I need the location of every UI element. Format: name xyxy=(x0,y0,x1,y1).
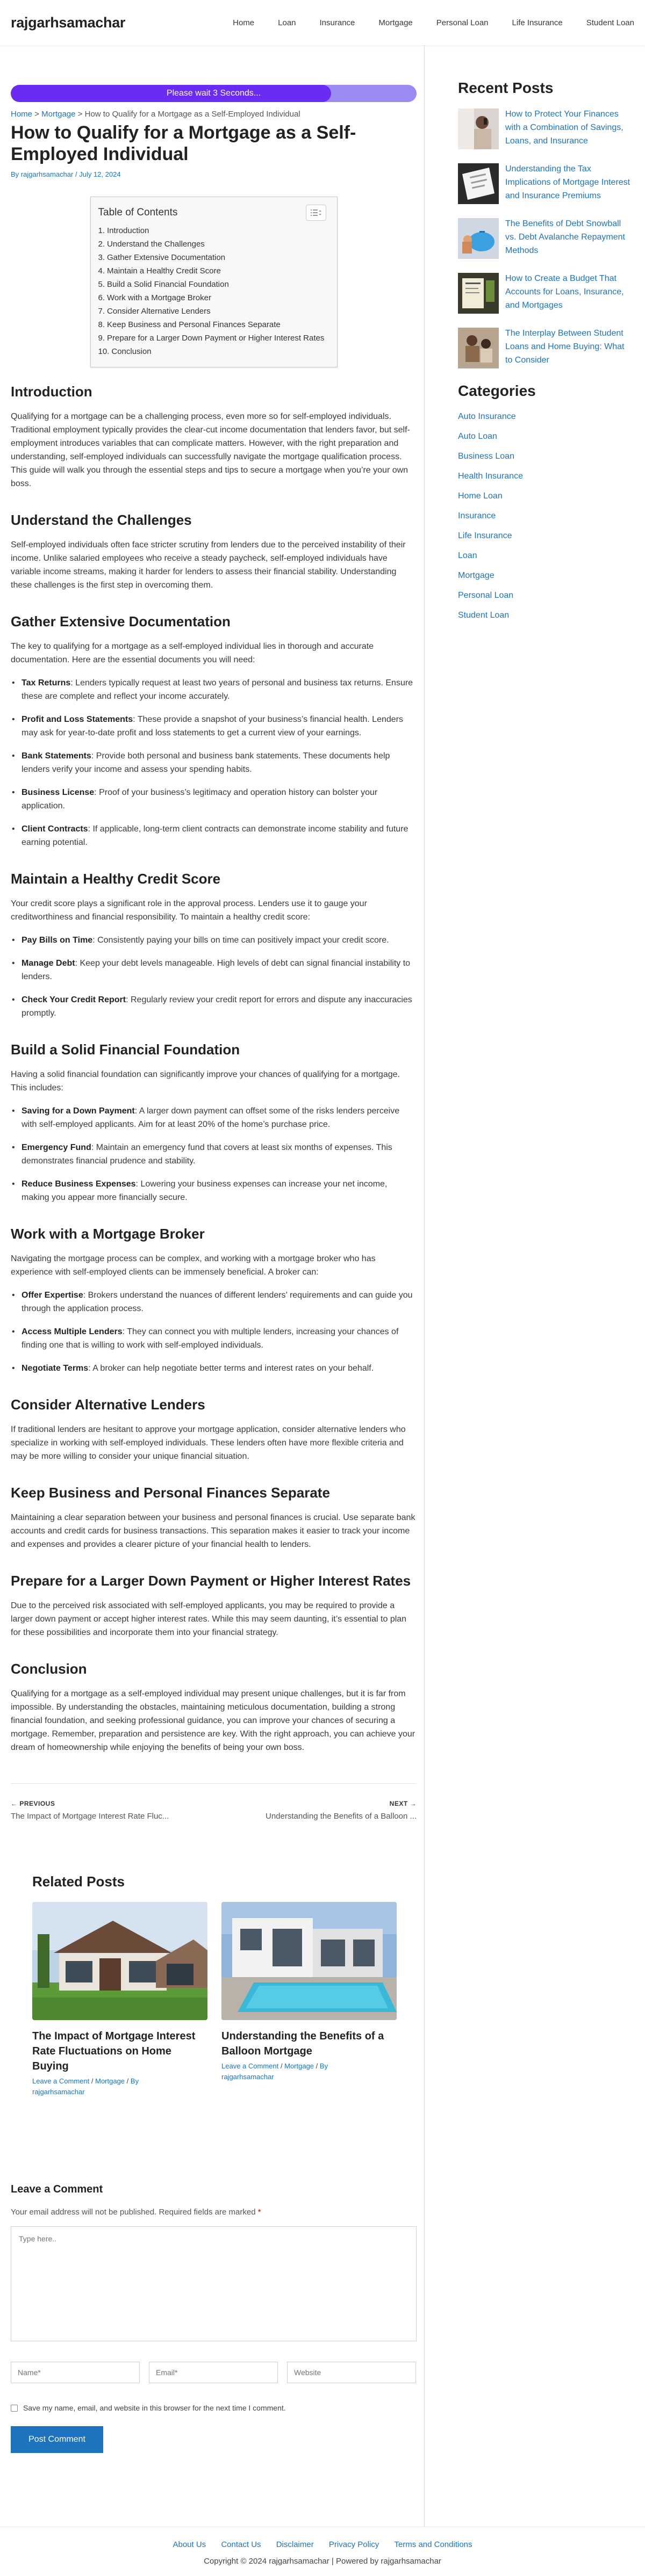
consent-label: Save my name, email, and website in this browser for the next time I comment. xyxy=(23,2404,286,2412)
section-heading-introduction: Introduction xyxy=(11,383,92,400)
toc-num: 5. xyxy=(98,280,105,289)
comment-link[interactable]: Leave a Comment xyxy=(32,2077,90,2085)
post-meta xyxy=(11,170,417,178)
categories-heading: Categories xyxy=(458,382,536,399)
toc-item[interactable] xyxy=(98,278,326,291)
recent-post-link[interactable]: The Interplay Between Student Loans and Home Buying: What to Consider xyxy=(505,329,625,365)
list-term: Bank Statements xyxy=(22,751,91,761)
bullet-list xyxy=(11,1289,417,1375)
website-field[interactable] xyxy=(287,2362,416,2383)
section-heading-separate: Keep Business and Personal Finances Separate xyxy=(11,1485,330,1501)
toc-link[interactable]: Introduction xyxy=(107,226,149,235)
toc-item[interactable] xyxy=(98,224,326,237)
list-term: Pay Bills on Time xyxy=(22,936,93,945)
toc-item[interactable] xyxy=(98,331,326,345)
consent-row[interactable] xyxy=(11,2404,417,2412)
pool-house-photo-icon xyxy=(221,1902,397,2020)
toc-item[interactable] xyxy=(98,291,326,305)
main-nav xyxy=(209,18,634,27)
previous-label: ← PREVIOUS xyxy=(11,1800,55,1807)
category-personal-loan[interactable]: Personal Loan xyxy=(458,591,514,600)
breadcrumb xyxy=(11,110,417,119)
list-text: : Consistently paying your bills on time can positively impact your credit score. xyxy=(92,936,389,945)
toc-toggle-button[interactable] xyxy=(306,205,326,221)
comment-form xyxy=(11,2183,417,2453)
site-footer xyxy=(0,2527,645,2576)
list-text: : A larger down payment can offset some of the risks lenders perceive with self-employed applicants. Aim for at least 20% of the home’s purchase price. xyxy=(22,1106,400,1129)
section-heading-challenges: Understand the Challenges xyxy=(11,512,192,528)
category-mortgage[interactable]: Mortgage xyxy=(458,571,494,580)
paragraph: Your credit score plays a significant role in the approval process. Lenders use it to gauge your creditworthiness and financial responsibility. To maintain a healthy credit score: xyxy=(11,899,367,922)
category-link[interactable]: Mortgage xyxy=(284,2062,314,2070)
list-text: : Keep your debt levels manageable. High levels of debt can signal financial instability to lenders. xyxy=(22,959,411,981)
list-item xyxy=(20,713,417,740)
toc-title: Table of Contents xyxy=(98,207,178,218)
breadcrumb-home[interactable]: Home xyxy=(11,110,33,119)
related-post-image-pool-house[interactable] xyxy=(221,1902,397,2020)
author-link[interactable]: rajgarhsamachar xyxy=(221,2073,274,2081)
recent-post-link[interactable]: How to Create a Budget That Accounts for Loans, Insurance, and Mortgages xyxy=(505,274,624,310)
recent-posts-heading: Recent Posts xyxy=(458,79,554,96)
nav-life-insurance[interactable]: Life Insurance xyxy=(512,18,563,27)
author-link[interactable]: rajgarhsamachar xyxy=(20,170,74,178)
recent-post-thumb[interactable] xyxy=(458,273,499,314)
recent-post xyxy=(458,273,631,314)
recent-post-thumb[interactable] xyxy=(458,108,499,149)
post-comment-button[interactable]: Post Comment xyxy=(11,2426,103,2453)
toc-item[interactable] xyxy=(98,237,326,251)
related-posts xyxy=(11,1848,417,2097)
toc-link[interactable]: Gather Extensive Documentation xyxy=(107,253,226,262)
related-grid xyxy=(32,1902,395,2097)
recent-post xyxy=(458,328,631,368)
paragraph: Self-employed individuals often face stricter scrutiny from lenders due to the perceived instability of their income. Unlike salaried employees who receive a steady paycheck, self-employed individuals have variable income streams, making it harder for lenders to assess their financial stability. Understanding these challenges is the first step in overcoming them. xyxy=(11,540,406,590)
recent-post-thumb[interactable] xyxy=(458,328,499,368)
recent-post-link[interactable]: Understanding the Tax Implications of Mortgage Interest and Insurance Premiums xyxy=(505,164,630,200)
list-item xyxy=(20,749,417,776)
consent-checkbox[interactable] xyxy=(11,2405,18,2412)
by-label: By xyxy=(130,2077,139,2085)
name-field[interactable] xyxy=(11,2362,140,2383)
list-text: : Proof of your business’s legitimacy and operation history can bolster your application. xyxy=(22,788,378,811)
house-photo-icon xyxy=(32,1902,207,2020)
paragraph: Maintaining a clear separation between your business and personal finances is crucial. Use separate bank accounts and credit cards for business transactions. This separation makes it easier to track your income and expenses and provides a clearer picture of your financial health to lenders. xyxy=(11,1513,415,1549)
by-label: By xyxy=(11,170,19,178)
nav-home[interactable]: Home xyxy=(233,18,255,27)
page-container xyxy=(0,45,645,2527)
category-auto-loan[interactable]: Auto Loan xyxy=(458,432,497,441)
toc-header xyxy=(98,205,326,221)
post-date: July 12, 2024 xyxy=(79,170,121,178)
related-post-image-house[interactable] xyxy=(32,1902,207,2020)
footer-links xyxy=(0,2540,645,2549)
progress-text: Please wait 3 Seconds... xyxy=(166,89,261,98)
list-term: Tax Returns xyxy=(22,678,71,688)
page-title: How to Qualify for a Mortgage as a Self-Employed Individual xyxy=(11,122,356,164)
bullet-list xyxy=(11,934,417,1020)
recent-post xyxy=(458,163,631,204)
nav-loan[interactable]: Loan xyxy=(278,18,296,27)
budget-notebook-photo-icon xyxy=(458,273,499,314)
toc-item[interactable] xyxy=(98,251,326,264)
list-item xyxy=(20,676,417,703)
comment-fields xyxy=(11,2362,417,2383)
list-item xyxy=(20,1177,417,1204)
nav-student-loan[interactable]: Student Loan xyxy=(586,18,634,27)
by-label: By xyxy=(319,2062,328,2070)
meta-sep: / xyxy=(126,2077,129,2085)
paragraph: Due to the perceived risk associated with self-employed applicants, you may be required to provide a larger down payment or accept higher interest rates. While this may seem daunting, it’s essential to plan for these possibilities and incorporate them into your financial strategy. xyxy=(11,1601,407,1637)
paragraph: The key to qualifying for a mortgage as a self-employed individual lies in thorough and accurate documentation. Here are the essential documents you will need: xyxy=(11,642,374,664)
category-loan[interactable]: Loan xyxy=(458,551,477,560)
list-text: : If applicable, long-term client contracts can demonstrate income stability and future earning potential. xyxy=(22,824,408,847)
category-life-insurance[interactable]: Life Insurance xyxy=(458,531,512,540)
email-field[interactable] xyxy=(149,2362,278,2383)
tax-documents-photo-icon xyxy=(458,163,499,204)
section-heading-conclusion: Conclusion xyxy=(11,1661,87,1677)
list-text: : Brokers understand the nuances of different lenders’ requirements and can guide you through the application process. xyxy=(22,1291,413,1313)
list-item xyxy=(20,786,417,813)
footer-terms[interactable]: Terms and Conditions xyxy=(394,2540,472,2549)
nav-personal-loan[interactable]: Personal Loan xyxy=(436,18,489,27)
student-home-photo-icon xyxy=(458,328,499,368)
list-term: Offer Expertise xyxy=(22,1291,83,1300)
next-post[interactable] xyxy=(222,1800,417,1848)
related-post-meta xyxy=(221,2061,397,2082)
section-heading-credit: Maintain a Healthy Credit Score xyxy=(11,871,221,887)
list-text: : They can connect you with multiple lenders, increasing your chances of finding one that is willing to work with self-employed individuals. xyxy=(22,1327,399,1350)
toc-num: 9. xyxy=(98,334,105,343)
list-item xyxy=(20,1289,417,1315)
toc-num: 2. xyxy=(98,240,105,249)
meta-sep: / xyxy=(91,2077,94,2085)
recent-post-thumb[interactable] xyxy=(458,163,499,204)
list-term: Emergency Fund xyxy=(22,1143,91,1152)
comment-link[interactable]: Leave a Comment xyxy=(221,2062,279,2070)
wait-progress-bar xyxy=(11,85,417,102)
list-item xyxy=(20,993,417,1020)
breadcrumb-current: How to Qualify for a Mortgage as a Self-Employed Individual xyxy=(84,110,300,119)
category-home-loan[interactable]: Home Loan xyxy=(458,491,503,501)
previous-post[interactable] xyxy=(11,1800,205,1848)
bullet-list xyxy=(11,676,417,849)
list-item xyxy=(20,934,417,947)
comment-note xyxy=(11,2208,417,2217)
list-term: Check Your Credit Report xyxy=(22,995,126,1004)
footer-contact-us[interactable]: Contact Us xyxy=(221,2540,261,2549)
list-text: : Regularly review your credit report for errors and dispute any inaccuracies promptly. xyxy=(22,995,412,1018)
recent-post-link[interactable]: The Benefits of Debt Snowball vs. Debt Avalanche Repayment Methods xyxy=(505,219,625,255)
section-heading-documentation: Gather Extensive Documentation xyxy=(11,613,231,629)
previous-post-link[interactable]: The Impact of Mortgage Interest Rate Fluc... xyxy=(11,1812,169,1821)
toc-link[interactable]: Keep Business and Personal Finances Separate xyxy=(107,320,281,329)
toc-num: 7. xyxy=(98,307,105,316)
toc-num: 6. xyxy=(98,293,105,302)
sidebar xyxy=(424,45,631,2527)
toc-link[interactable]: Prepare for a Larger Down Payment or Higher Interest Rates xyxy=(107,334,325,343)
list-term: Manage Debt xyxy=(22,959,75,968)
category-student-loan[interactable]: Student Loan xyxy=(458,611,510,620)
post-navigation xyxy=(11,1783,417,1848)
meta-sep: / xyxy=(75,170,77,178)
paragraph: Having a solid financial foundation can significantly improve your chances of qualifying for a mortgage. This includes: xyxy=(11,1070,400,1092)
list-text: : Maintain an emergency fund that covers at least six months of expenses. This demonstrates financial prudence and stability. xyxy=(22,1143,392,1166)
recent-post-link[interactable]: How to Protect Your Finances with a Combination of Savings, Loans, and Insurance xyxy=(505,110,624,146)
footer-disclaimer[interactable]: Disclaimer xyxy=(276,2540,314,2549)
category-auto-insurance[interactable]: Auto Insurance xyxy=(458,412,516,421)
toc-item[interactable] xyxy=(98,305,326,318)
toc-item[interactable] xyxy=(98,264,326,278)
paragraph: Qualifying for a mortgage can be a challenging process, even more so for self-employed individuals. Traditional employment typically provides the clear-cut income documentation that lenders favor, but self-employment introduces variables that can complicate matters. However, with the right preparation and understanding, self-employed individuals can successfully navigate the mortgage qualification process. This guide will walk you through the essential steps and tips to secure a mortgage when you’re your own boss. xyxy=(11,412,410,488)
section-heading-broker: Work with a Mortgage Broker xyxy=(11,1226,205,1242)
related-post-title[interactable]: The Impact of Mortgage Interest Rate Fluctuations on Home Buying xyxy=(32,2030,196,2072)
list-item xyxy=(20,822,417,849)
toc-link[interactable]: Consider Alternative Lenders xyxy=(107,307,211,316)
recent-post xyxy=(458,218,631,259)
list-term: Business License xyxy=(22,788,95,797)
footer-about-us[interactable]: About Us xyxy=(173,2540,206,2549)
breadcrumb-sep: > xyxy=(77,110,83,119)
toc-link[interactable]: Understand the Challenges xyxy=(107,240,205,249)
section-heading-foundation: Build a Solid Financial Foundation xyxy=(11,1041,240,1058)
site-title[interactable]: rajgarhsamachar xyxy=(11,14,126,31)
toc-item[interactable] xyxy=(98,345,326,358)
meta-sep: / xyxy=(316,2062,318,2070)
piggy-bank-photo-icon xyxy=(458,218,499,259)
bullet-list xyxy=(11,1104,417,1204)
toc-num: 4. xyxy=(98,266,105,276)
required-mark: * xyxy=(257,2208,261,2217)
toc-link[interactable]: Maintain a Healthy Credit Score xyxy=(107,266,221,276)
section-heading-alternative: Consider Alternative Lenders xyxy=(11,1396,205,1413)
paragraph: Navigating the mortgage process can be complex, and working with a mortgage broker who has experience with self-employed clients can be immensely beneficial. A broker can: xyxy=(11,1254,376,1277)
toc-num: 3. xyxy=(98,253,105,262)
category-business-loan[interactable]: Business Loan xyxy=(458,452,514,461)
table-of-contents xyxy=(90,197,338,367)
list-text: : These provide a snapshot of your business’s financial health. Lenders may ask for year-to-date profit and loss statements to get a current view of your earnings. xyxy=(22,715,403,737)
article-body xyxy=(11,383,417,1754)
section-heading-prepare: Prepare for a Larger Down Payment or Higher Interest Rates xyxy=(11,1573,411,1589)
toc-num: 10. xyxy=(98,347,110,356)
related-card xyxy=(32,1902,207,2097)
toc-link[interactable]: Build a Solid Financial Foundation xyxy=(107,280,229,289)
main-content xyxy=(11,45,417,2527)
next-label: NEXT → xyxy=(389,1800,417,1807)
list-term: Profit and Loss Statements xyxy=(22,715,133,724)
woman-phone-photo-icon xyxy=(458,108,499,149)
toc-link[interactable]: Conclusion xyxy=(111,347,152,356)
copyright: Copyright © 2024 rajgarhsamachar | Powered by rajgarhsamachar xyxy=(204,2557,441,2566)
list-item xyxy=(20,1104,417,1131)
nav-insurance[interactable]: Insurance xyxy=(319,18,355,27)
footer-privacy-policy[interactable]: Privacy Policy xyxy=(328,2540,379,2549)
list-text: : Lenders typically request at least two years of personal and business tax returns. Ensure these are complete and reflect your income accurately. xyxy=(22,678,413,701)
next-post-link[interactable]: Understanding the Benefits of a Balloon ... xyxy=(265,1812,417,1821)
list-item xyxy=(20,1325,417,1352)
list-item xyxy=(20,957,417,983)
toc-num: 1. xyxy=(98,226,105,235)
paragraph: If traditional lenders are hesitant to approve your mortgage application, consider alternative lenders who specialize in working with self-employed individuals. These lenders often have more flexible criteria and may be more willing to consider your unique financial situation. xyxy=(11,1425,406,1461)
breadcrumb-category[interactable]: Mortgage xyxy=(41,110,76,119)
list-term: Negotiate Terms xyxy=(22,1364,89,1373)
toc-link[interactable]: Work with a Mortgage Broker xyxy=(107,293,211,302)
category-insurance[interactable]: Insurance xyxy=(458,511,496,520)
list-term: Access Multiple Lenders xyxy=(22,1327,123,1336)
breadcrumb-sep: > xyxy=(34,110,39,119)
list-item xyxy=(20,1141,417,1168)
list-text: : Provide both personal and business bank statements. These documents help lenders verify your income and assess your spending habits. xyxy=(22,751,390,774)
recent-post-thumb[interactable] xyxy=(458,218,499,259)
related-post-title[interactable]: Understanding the Benefits of a Balloon Mortgage xyxy=(221,2030,384,2057)
author-link[interactable]: rajgarhsamachar xyxy=(32,2088,85,2096)
list-text: : A broker can help negotiate better terms and interest rates on your behalf. xyxy=(88,1364,374,1373)
related-card xyxy=(221,1902,397,2097)
category-link[interactable]: Mortgage xyxy=(95,2077,125,2085)
toc-num: 8. xyxy=(98,320,105,329)
list-toggle-icon xyxy=(311,209,321,216)
comment-note-text: Your email address will not be published. Required fields are marked xyxy=(11,2208,256,2217)
comment-textarea[interactable] xyxy=(11,2226,417,2341)
list-term: Client Contracts xyxy=(22,824,88,834)
comment-heading: Leave a Comment xyxy=(11,2183,103,2195)
paragraph: Qualifying for a mortgage as a self-employed individual may present unique challenges, but it is far from impossible. By understanding the obstacles, maintaining meticulous documentation, building a strong financial foundation, and seeking professional guidance, you can improve your chances of securing a mortgage. Remember, preparation and persistence are key. With the right approach, you can achieve your dream of homeownership while enjoying the benefits of being your own boss. xyxy=(11,1689,415,1752)
meta-sep: / xyxy=(280,2062,283,2070)
list-item xyxy=(20,1362,417,1375)
list-term: Reduce Business Expenses xyxy=(22,1180,136,1189)
recent-post xyxy=(458,108,631,149)
list-text: : Lowering your business expenses can increase your net income, making you appear more financially secure. xyxy=(22,1180,388,1202)
nav-mortgage[interactable]: Mortgage xyxy=(378,18,413,27)
list-term: Saving for a Down Payment xyxy=(22,1106,135,1116)
related-heading: Related Posts xyxy=(32,1873,125,1890)
site-header xyxy=(0,0,645,45)
related-post-meta xyxy=(32,2076,207,2097)
toc-item[interactable] xyxy=(98,318,326,331)
category-health-insurance[interactable]: Health Insurance xyxy=(458,472,523,481)
toc-list xyxy=(98,224,326,358)
